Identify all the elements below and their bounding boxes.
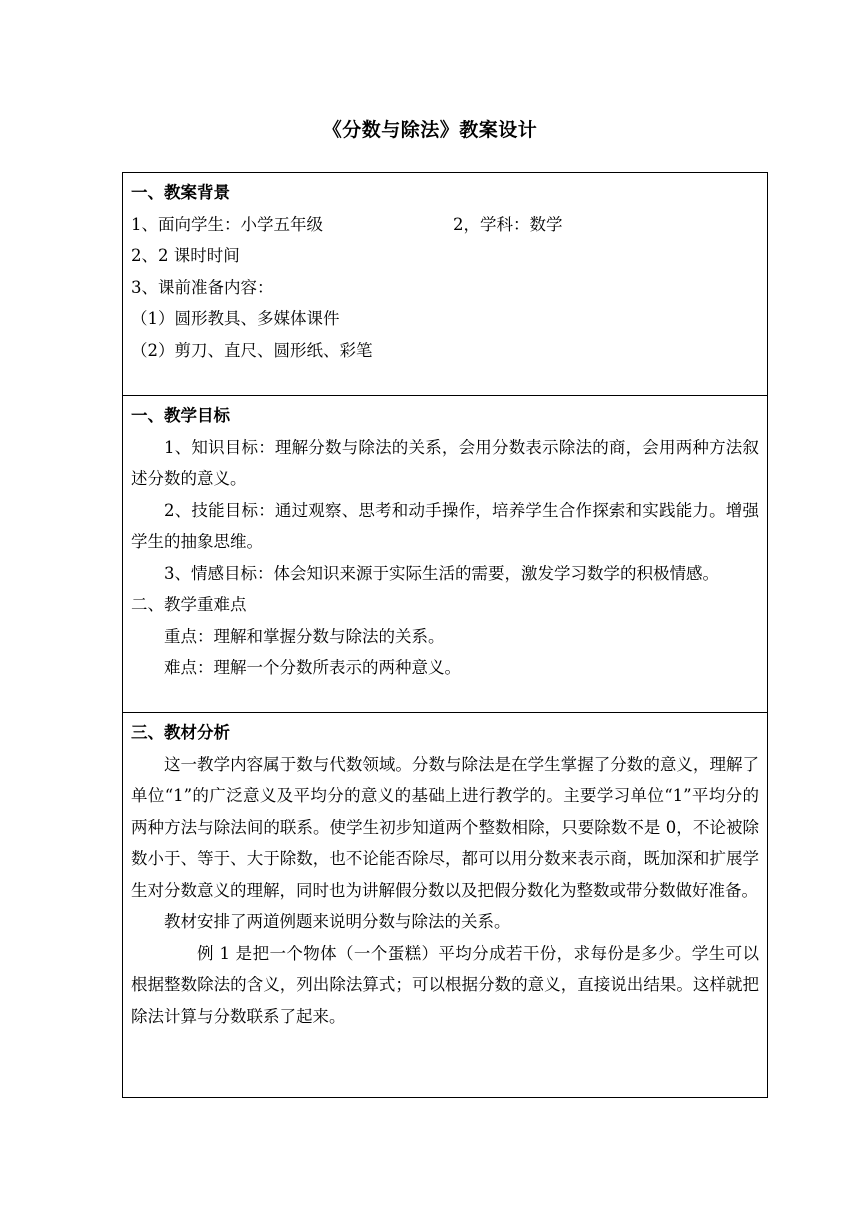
emotion-goal: 3、情感目标：体会知识来源于实际生活的需要，激发学习数学的积极情感。 [164,563,719,583]
knowledge-goal: 1、知识目标：理解分数与除法的关系，会用分数表示除法的商，会用两种方法叙述分数的意义。 [131,437,759,488]
goals-heading: 一、教学目标 [131,406,230,425]
background-heading: 一、教案背景 [131,183,230,202]
lesson-plan-table [122,172,768,1098]
analysis-paragraph: 教材安排了两道例题来说明分数与除法的关系。 [164,912,511,931]
analysis-section [123,713,767,1097]
key-points-heading: 二、教学重难点 [131,595,247,614]
analysis-heading: 三、教材分析 [131,723,230,742]
skill-goal: 2、技能目标：通过观察、思考和动手操作，培养学生合作探索和实践能力。增强学生的抽象思维。 [131,500,759,551]
background-section [123,173,767,396]
target-students: 1、面向学生：小学五年级 [131,214,323,234]
prep-heading: 3、课前准备内容： [131,277,274,297]
goals-section [123,396,767,713]
prep-item: （1）圆形教具、多媒体课件 [131,309,340,328]
difficult-point: 难点：理解一个分数所表示的两种意义。 [164,658,461,677]
key-point: 重点：理解和掌握分数与除法的关系。 [164,626,445,646]
prep-item: （2）剪刀、直尺、圆形纸、彩笔 [131,340,373,360]
analysis-paragraph: 例 1 是把一个物体（一个蛋糕）平均分成若干份，求每份是多少。学生可以根据整数除法的含义，列出除法算式；可以根据分数的意义，直接说出结果。这样就把除法计算与分数联系了起来。 [131,943,759,1026]
students-subject-row [131,209,759,241]
document-title: 《分数与除法》教案设计 [322,119,538,141]
class-hours: 2、2 课时时间 [131,246,240,265]
subject: 2，学科：数学 [453,214,563,234]
analysis-paragraph: 这一教学内容属于数与代数领域。分数与除法是在学生掌握了分数的意义，理解了单位“1”的广泛意义及平均分的意义的基础上进行教学的。主要学习单位“1”平均分的两种方法与除法间的联系。使学生初步知道两个整数相除，只要除数不是 0，不论被除数小于、等于、大于除数，也不论能否除尽，都可以用分数来表示商，既加深和扩展学生对分数意义的理解，同时也为讲解假分数以及把假分数化为整数或带分数做好准备。 [131,754,759,900]
